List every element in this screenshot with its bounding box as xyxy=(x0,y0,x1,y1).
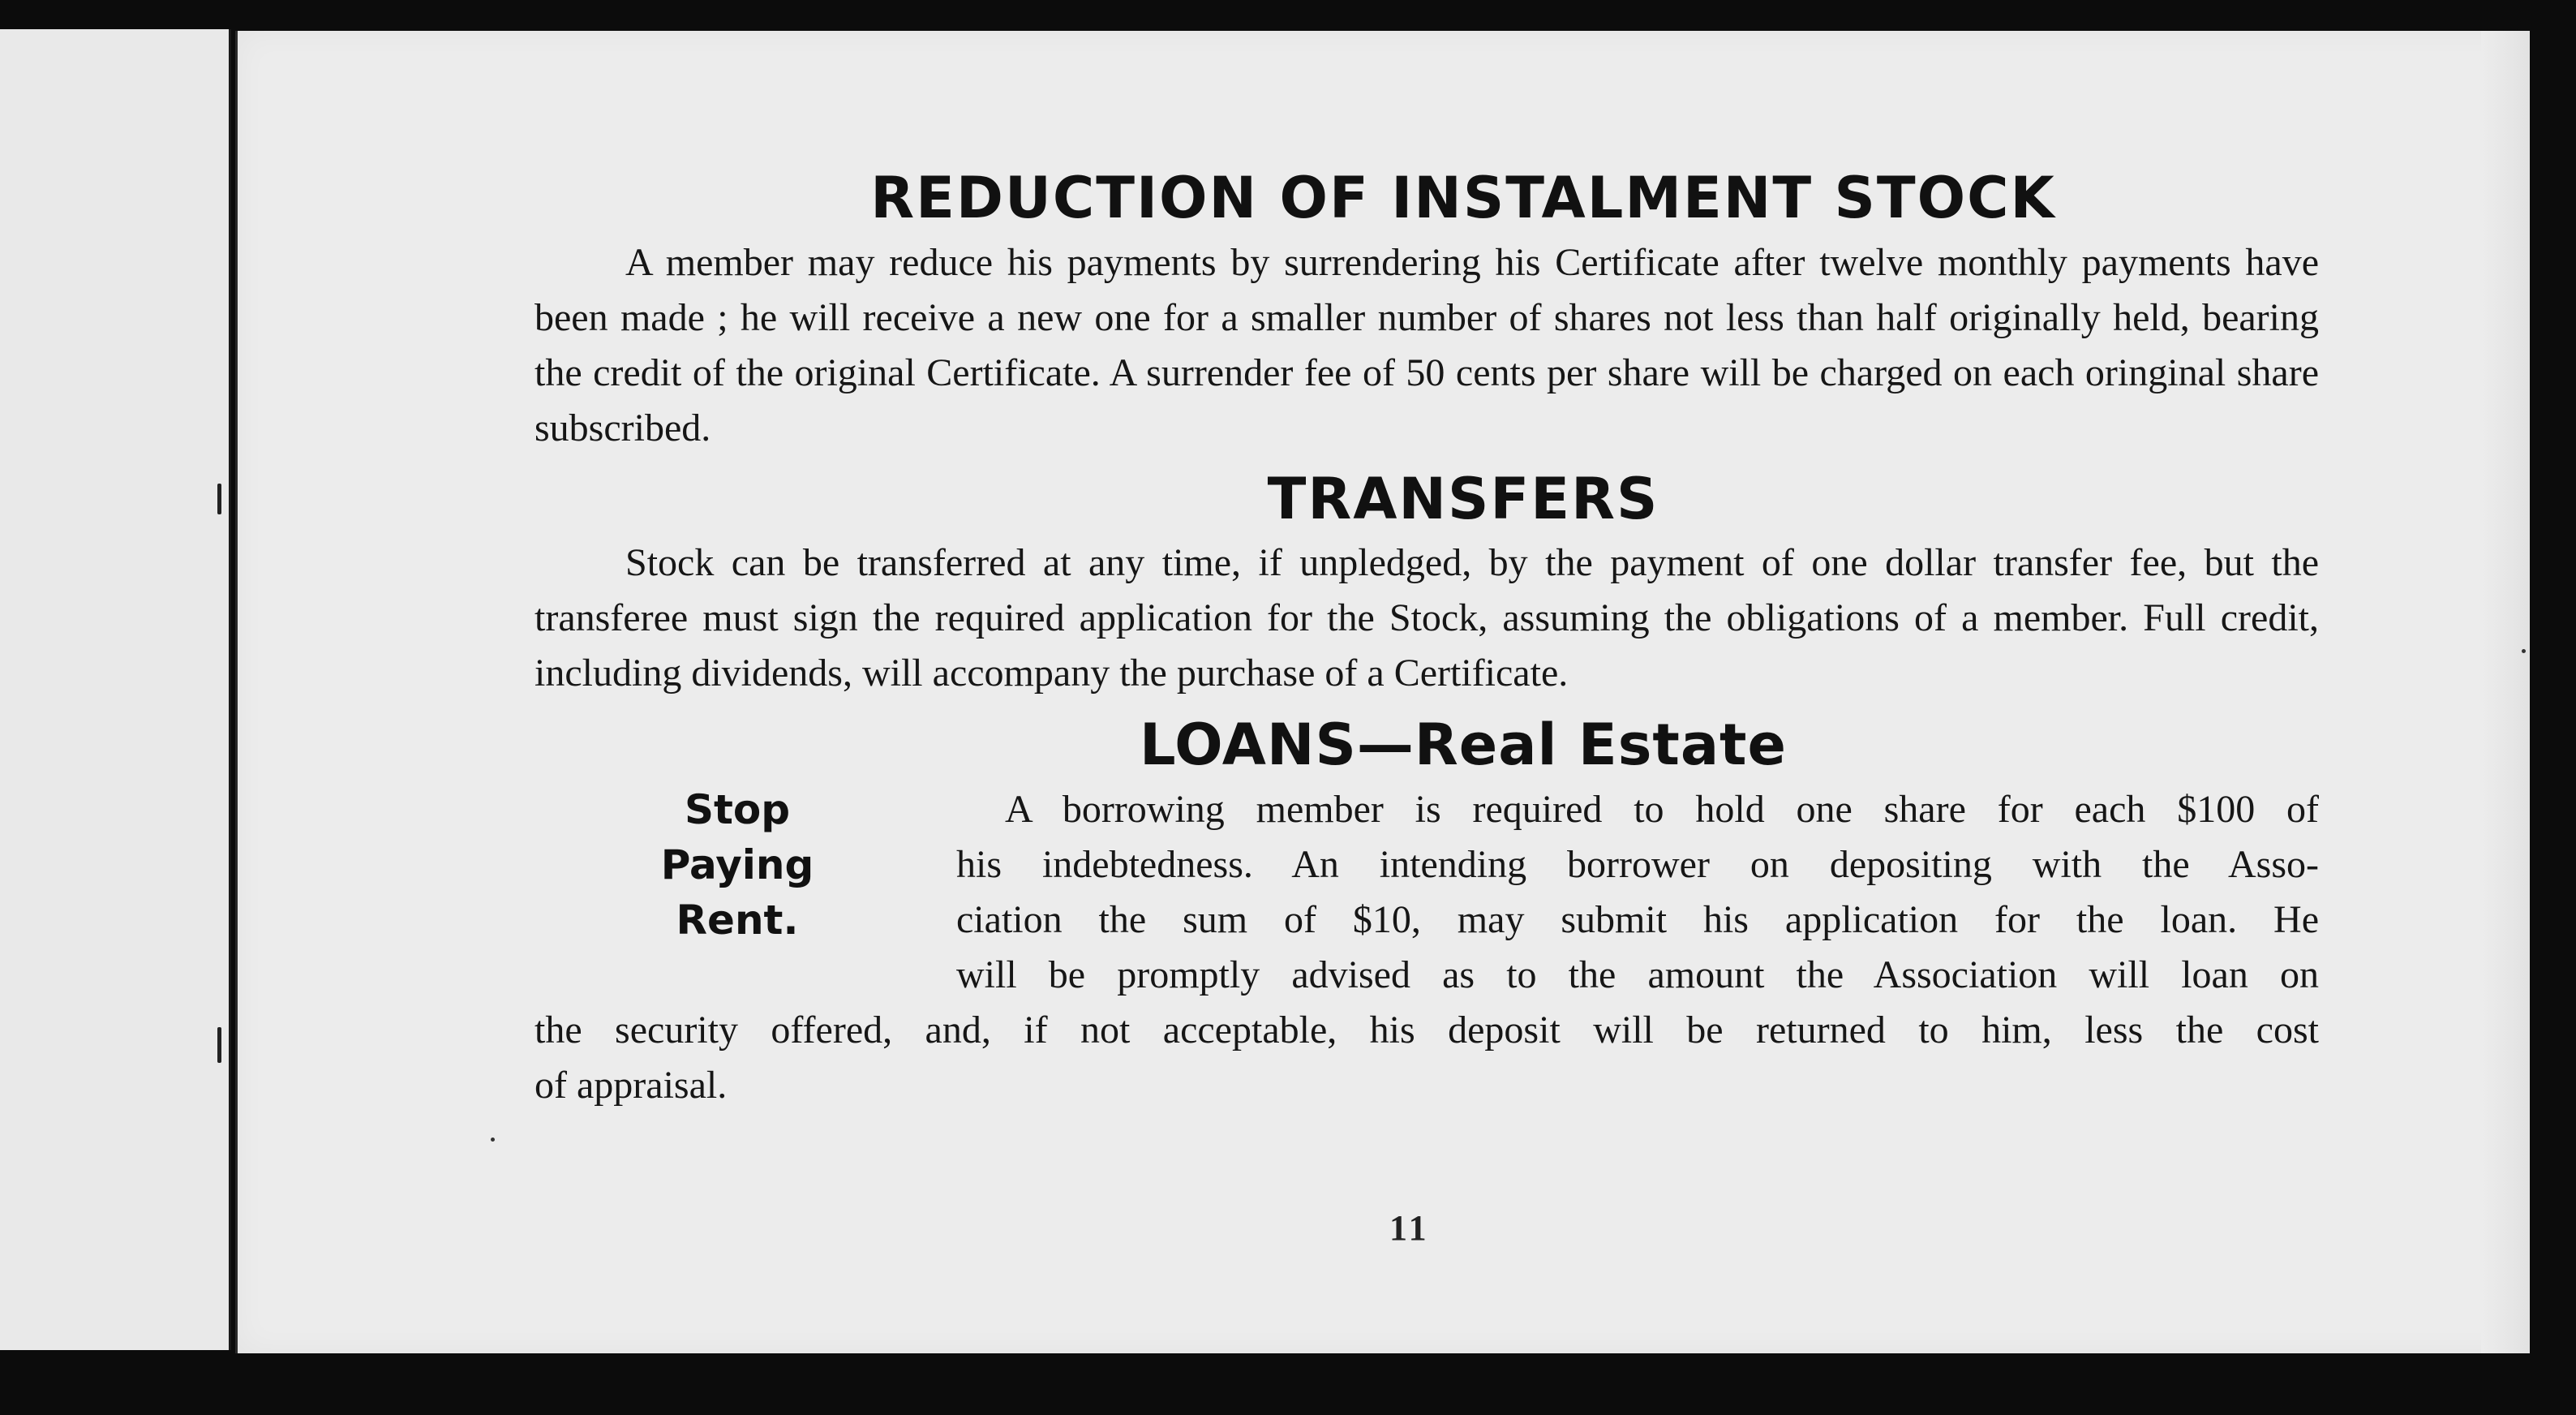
margin-note xyxy=(656,782,818,948)
transfers-heading: TRANSFERS xyxy=(1267,466,1659,532)
scan-speck xyxy=(2522,649,2526,653)
loans-line: A borrowing member is required to hold one share for each $100 of xyxy=(1005,788,2319,831)
loans-line: his indebtedness. An intending borrower on depositing with the Asso- xyxy=(956,843,2319,886)
reduction-heading: REDUCTION OF INSTALMENT STOCK xyxy=(870,165,2056,231)
left-facing-page xyxy=(0,29,231,1350)
scanned-page xyxy=(235,31,2530,1353)
margin-note-line: Rent. xyxy=(676,897,799,944)
page-number: 11 xyxy=(1389,1208,1430,1248)
loans-line: ciation the sum of $10, may submit his application for the loan. He xyxy=(956,898,2319,941)
page-content xyxy=(535,161,2319,1113)
margin-note-line: Stop xyxy=(684,786,791,833)
transfers-paragraph: Stock can be transferred at any time, if unpledged, by the payment of one dollar transfer fee, but the transferee must sign the required application for the Stock, assuming the obligations of a member. Full credit, including dividends, will accompany the purchase of a Certificate. xyxy=(535,541,2319,695)
reduction-paragraph: A member may reduce his payments by surrendering his Certificate after twelve monthly payments have been made ; he will receive a new one for a smaller number of shares not less than half originally held, bearing the credit of the original Certificate. A surrender fee of 50 cents per share will be charged on each oringinal share subscribed. xyxy=(535,241,2319,449)
loans-line: will be promptly advised as to the amount the Association will loan on xyxy=(956,953,2319,996)
scan-speck xyxy=(491,1138,495,1142)
loans-heading: LOANS—Real Estate xyxy=(1139,712,1787,778)
loans-line: the security offered, and, if not acceptable, his deposit will be returned to him, less the cost xyxy=(535,1009,2319,1052)
loans-line: of appraisal. xyxy=(535,1064,728,1107)
loans-section xyxy=(535,782,2319,1113)
page-edge-shade xyxy=(2481,31,2530,1353)
page-edge-mark xyxy=(217,1027,221,1063)
page-edge-mark xyxy=(217,484,221,514)
margin-note-line: Paying xyxy=(660,841,814,888)
